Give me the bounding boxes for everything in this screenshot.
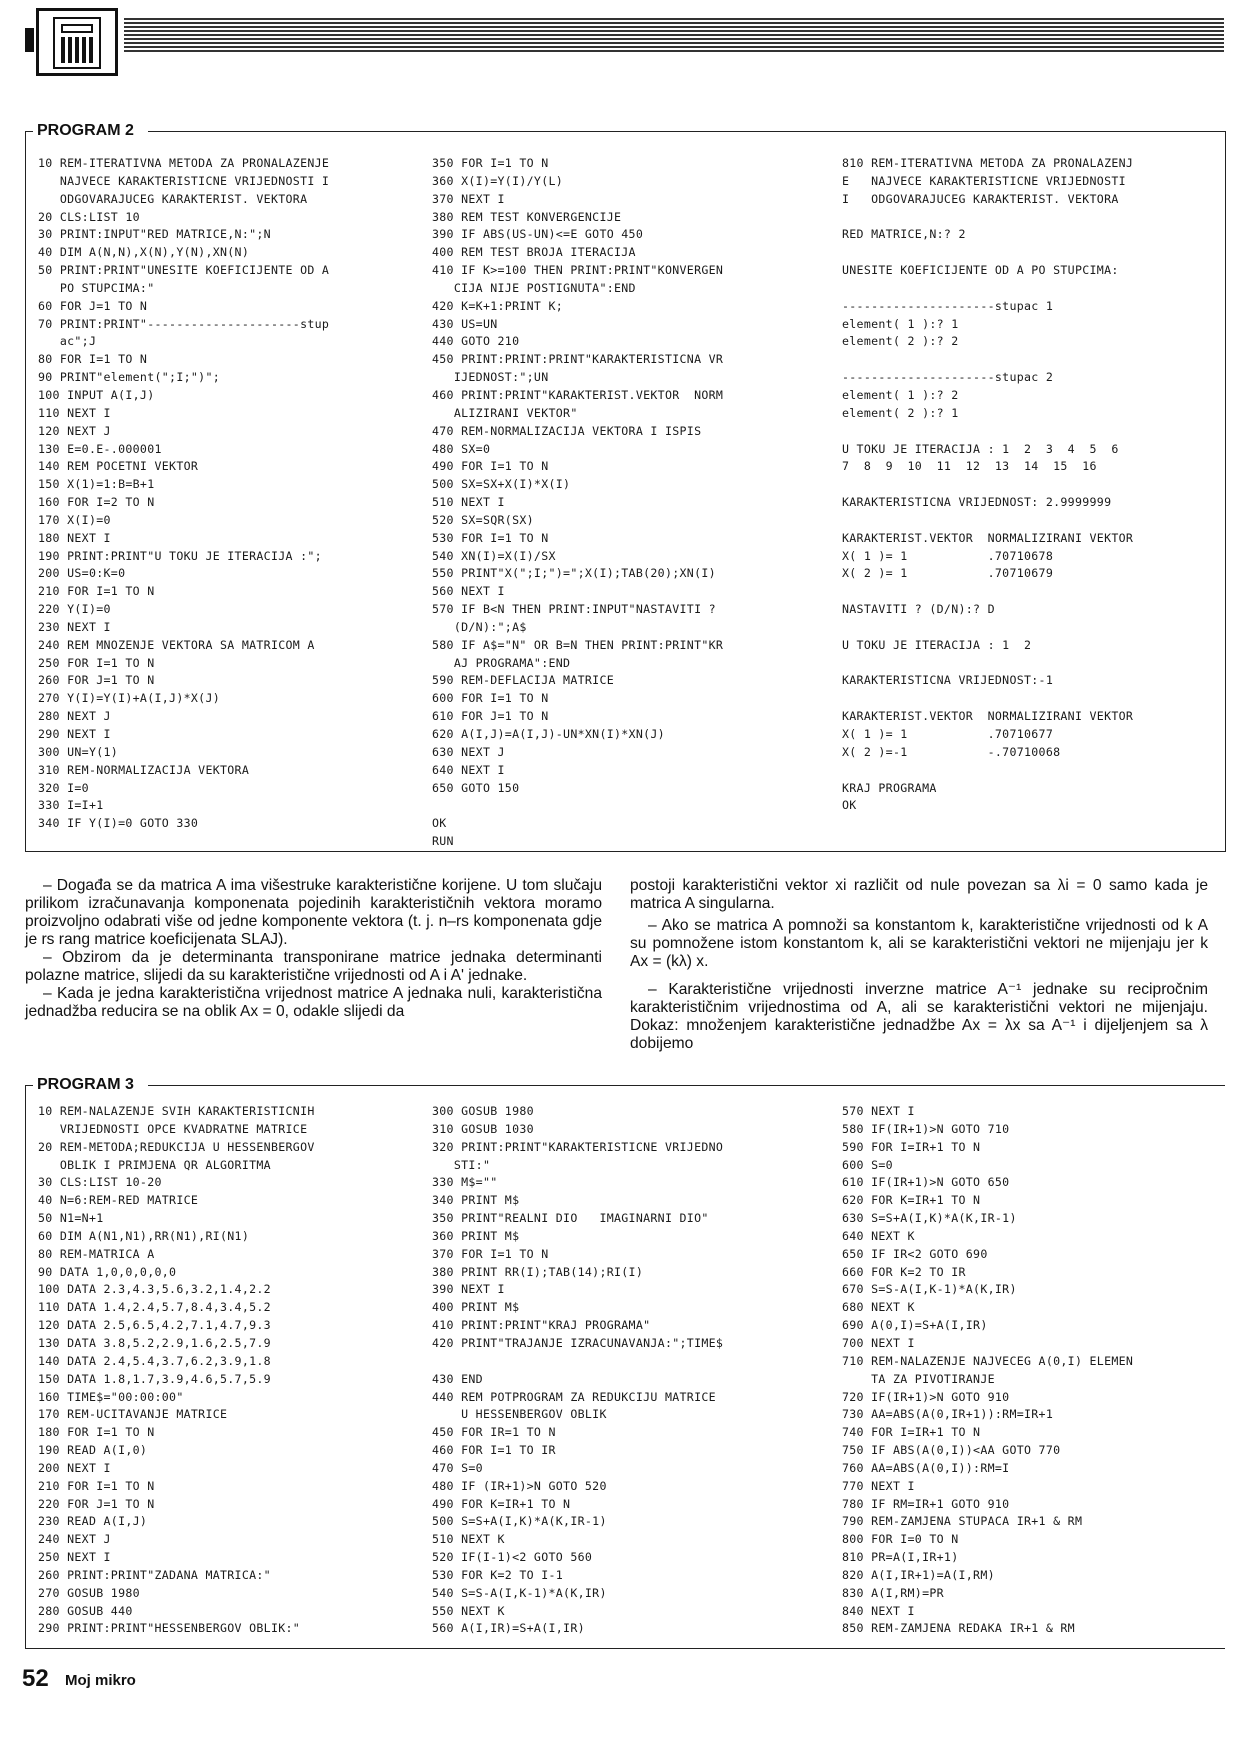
program3-frame-bottom bbox=[25, 1648, 1225, 1649]
text-paragraph: – Događa se da matrica A ima višestruke karakteristične korijene. U tom slučaju prilikom izračunavanja komponenata pojedinih karakterističnih vektora moramo proizvoljno odabrati više od jedne komponente vektora (t. j. n–rs komponenata gdje je rs rang matrice koeficijenata SLAJ). bbox=[25, 877, 602, 948]
calculator-logo bbox=[36, 8, 118, 76]
text-left-column bbox=[25, 877, 602, 1021]
text-paragraph: – Karakteristične vrijednosti inverzne matrice A⁻¹ jednake su recipročnim karakterističnim vrijednostima od A, ali se karakteristični vektori ne mijenjaju. Dokaz: množenjem karakteristične jednadžbe Ax = λx sa A⁻¹ i dijeljenjem sa λ dobijemo bbox=[630, 981, 1208, 1052]
program3-frame-top-left bbox=[25, 1085, 33, 1086]
calculator-icon bbox=[53, 17, 101, 69]
calculator-screen-icon bbox=[61, 24, 93, 33]
program2-code-col1: 10 REM-ITERATIVNA METODA ZA PRONALAZENJE NAJVECE KARAKTERISTICNE VRIJEDNOSTI I ODGOVARAJUCEG KARAKTERIST. VEKTORA 20 CLS:LIST 10 30 PRINT:INPUT"RED MATRICE,N:";N 40 DIM A(N,N),X(N),Y(N),XN(N) 50 PRINT:PRINT"UNESITE KOEFICIJENTE OD A PO STUPCIMA:" 60 FOR J=1 TO N 70 PRINT:PRINT"---------------------stup ac";J 80 FOR I=1 TO N 90 PRINT"element(";I;")"; 100 INPUT A(I,J) 110 NEXT I 120 NEXT J 130 E=0.E-.000001 140 REM POCETNI VEKTOR 150 X(1)=1:B=B+1 160 FOR I=2 TO N 170 X(I)=0 180 NEXT I 190 PRINT:PRINT"U TOKU JE ITERACIJA :"; 200 US=0:K=0 210 FOR I=1 TO N 220 Y(I)=0 230 NEXT I 240 REM MNOZENJE VEKTORA SA MATRICOM A 250 FOR I=1 TO N 260 FOR J=1 TO N 270 Y(I)=Y(I)+A(I,J)*X(J) 280 NEXT J 290 NEXT I 300 UN=Y(1) 310 REM-NORMALIZACIJA VEKTORA 320 I=0 330 I=I+1 340 IF Y(I)=0 GOTO 330 bbox=[38, 156, 330, 831]
text-right-column bbox=[630, 877, 1208, 1053]
logo-left-tab bbox=[25, 28, 34, 52]
program2-heading: PROGRAM 2 bbox=[37, 122, 134, 139]
text-paragraph: – Ako se matrica A pomnoži sa konstantom k, karakteristične vrijednosti od k A su pomnožene istom konstantom k, ali se karakteristični vektori ne mijenjaju jer k Ax = (kλ) x. bbox=[630, 917, 1208, 970]
text-paragraph: – Kada je jedna karakteristična vrijednost matrice A jednaka nuli, karakteristična jednadžba reducira se na oblik Ax = 0, odakle slijedi da bbox=[25, 985, 602, 1020]
program2-code-col2: 350 FOR I=1 TO N 360 X(I)=Y(I)/Y(L) 370 NEXT I 380 REM TEST KONVERGENCIJE 390 IF ABS(US-UN)<=E GOTO 450 400 REM TEST BROJA ITERACIJA 410 IF K>=100 THEN PRINT:PRINT"KONVERGEN CIJA NIJE POSTIGNUTA":END 420 K=K+1:PRINT K; 430 US=UN 440 GOTO 210 450 PRINT:PRINT:PRINT"KARAKTERISTICNA VR IJEDNOST:";UN 460 PRINT:PRINT"KARAKTERIST.VEKTOR NORM ALIZIRANI VEKTOR" 470 REM-NORMALIZACIJA VEKTORA I ISPIS 480 SX=0 490 FOR I=1 TO N 500 SX=SX+X(I)*X(I) 510 NEXT I 520 SX=SQR(SX) 530 FOR I=1 TO N 540 XN(I)=X(I)/SX 550 PRINT"X(";I;")=";X(I);TAB(20);XN(I) 560 NEXT I 570 IF B<N THEN PRINT:INPUT"NASTAVITI ? (D/N):";A$ 580 IF A$="N" OR B=N THEN PRINT:PRINT"KR AJ PROGRAMA":END 590 REM-DEFLACIJA MATRICE 600 FOR I=1 TO N 610 FOR J=1 TO N 620 A(I,J)=A(I,J)-UN*XN(I)*XN(J) 630 NEXT J 640 NEXT I 650 GOTO 150 OK RUN bbox=[432, 156, 724, 849]
program3-heading: PROGRAM 3 bbox=[37, 1076, 134, 1093]
text-paragraph: postoji karakteristični vektor xi različit od nule povezan sa λi = 0 samo kada je matrica A singularna. bbox=[630, 877, 1208, 912]
text-paragraph: – Obzirom da je determinanta transponirane matrice jednaka determinanti polazne matrice, slijedi da su karakteristične vrijednosti od A i A' jednake. bbox=[25, 949, 602, 984]
magazine-name: Moj mikro bbox=[65, 1672, 136, 1689]
program3-code-col1: 10 REM-NALAZENJE SVIH KARAKTERISTICNIH VRIJEDNOSTI OPCE KVADRATNE MATRICE 20 REM-METODA;REDUKCIJA U HESSENBERGOV OBLIK I PRIMJENA QR ALGORITMA 30 CLS:LIST 10-20 40 N=6:REM-RED MATRICE 50 N1=N+1 60 DIM A(N1,N1),RR(N1),RI(N1) 80 REM-MATRICA A 90 DATA 1,0,0,0,0,0 100 DATA 2.3,4.3,5.6,3.2,1.4,2.2 110 DATA 1.4,2.4,5.7,8.4,3.4,5.2 120 DATA 2.5,6.5,4.2,7.1,4.7,9.3 130 DATA 3.8,5.2,2.9,1.6,2.5,7.9 140 DATA 2.4,5.4,3.7,6.2,3.9,1.8 150 DATA 1.8,1.7,3.9,4.6,5.7,5.9 160 TIME$="00:00:00" 170 REM-UCITAVANJE MATRICE 180 FOR I=1 TO N 190 READ A(I,0) 200 NEXT I 210 FOR I=1 TO N 220 FOR J=1 TO N 230 READ A(I,J) 240 NEXT J 250 NEXT I 260 PRINT:PRINT"ZADANA MATRICA:" 270 GOSUB 1980 280 GOSUB 440 290 PRINT:PRINT"HESSENBERGOV OBLIK:" bbox=[38, 1104, 315, 1636]
program2-frame-bottom bbox=[25, 851, 1225, 852]
program2-frame-top-left bbox=[25, 131, 33, 132]
page-number: 52 bbox=[22, 1665, 49, 1692]
program3-frame-left bbox=[25, 1085, 26, 1649]
header-stripes bbox=[124, 18, 1224, 54]
program2-rule bbox=[148, 131, 1225, 132]
program2-frame-left bbox=[25, 131, 26, 852]
program3-rule bbox=[148, 1085, 1225, 1086]
program3-code-col3: 570 NEXT I 580 IF(IR+1)>N GOTO 710 590 FOR I=IR+1 TO N 600 S=0 610 IF(IR+1)>N GOTO 650 620 FOR K=IR+1 TO N 630 S=S+A(I,K)*A(K,IR-1) 640 NEXT K 650 IF IR<2 GOTO 690 660 FOR K=2 TO IR 670 S=S-A(I,K-1)*A(K,IR) 680 NEXT K 690 A(0,I)=S+A(I,IR) 700 NEXT I 710 REM-NALAZENJE NAJVECEG A(0,I) ELEMEN TA ZA PIVOTIRANJE 720 IF(IR+1)>N GOTO 910 730 AA=ABS(A(0,IR+1)):RM=IR+1 740 FOR I=IR+1 TO N 750 IF ABS(A(0,I))<AA GOTO 770 760 AA=ABS(A(0,I)):RM=I 770 NEXT I 780 IF RM=IR+1 GOTO 910 790 REM-ZAMJENA STUPACA IR+1 & RM 800 FOR I=0 TO N 810 PR=A(I,IR+1) 820 A(I,IR+1)=A(I,RM) 830 A(I,RM)=PR 840 NEXT I 850 REM-ZAMJENA REDAKA IR+1 & RM bbox=[842, 1104, 1134, 1636]
calculator-keys-icon bbox=[61, 37, 93, 63]
program2-frame-right bbox=[1225, 131, 1226, 852]
program3-code-col2: 300 GOSUB 1980 310 GOSUB 1030 320 PRINT:PRINT"KARAKTERISTICNE VRIJEDNO STI:" 330 M$="" 340 PRINT M$ 350 PRINT"REALNI DIO IMAGINARNI DIO" 360 PRINT M$ 370 FOR I=1 TO N 380 PRINT RR(I);TAB(14);RI(I) 390 NEXT I 400 PRINT M$ 410 PRINT:PRINT"KRAJ PROGRAMA" 420 PRINT"TRAJANJE IZRACUNAVANJA:";TIME$ 430 END 440 REM POTPROGRAM ZA REDUKCIJU MATRICE U HESSENBERGOV OBLIK 450 FOR IR=1 TO N 460 FOR I=1 TO IR 470 S=0 480 IF (IR+1)>N GOTO 520 490 FOR K=IR+1 TO N 500 S=S+A(I,K)*A(K,IR-1) 510 NEXT K 520 IF(I-1)<2 GOTO 560 530 FOR K=2 TO I-1 540 S=S-A(I,K-1)*A(K,IR) 550 NEXT K 560 A(I,IR)=S+A(I,IR) bbox=[432, 1104, 724, 1636]
program2-output-col3: 810 REM-ITERATIVNA METODA ZA PRONALAZENJ E NAJVECE KARAKTERISTICNE VRIJEDNOSTI I ODGOVARAJUCEG KARAKTERIST. VEKTORA RED MATRICE,N:? 2 UNESITE KOEFICIJENTE OD A PO STUPCIMA: ---------------------stupac 1 element( 1 ):? 1 element( 2 ):? 2 ---------------------stupac 2 element( 1 ):? 2 element( 2 ):? 1 U TOKU JE ITERACIJA : 1 2 3 4 5 6 7 8 9 10 11 12 13 14 15 16 KARAKTERISTICNA VRIJEDNOST: 2.9999999 KARAKTERIST.VEKTOR NORMALIZIRANI VEKTOR X( 1 )= 1 .70710678 X( 2 )= 1 .70710679 NASTAVITI ? (D/N):? D U TOKU JE ITERACIJA : 1 2 KARAKTERISTICNA VRIJEDNOST:-1 KARAKTERIST.VEKTOR NORMALIZIRANI VEKTOR X( 1 )= 1 .70710677 X( 2 )=-1 -.70710068 KRAJ PROGRAMA OK bbox=[842, 156, 1134, 813]
